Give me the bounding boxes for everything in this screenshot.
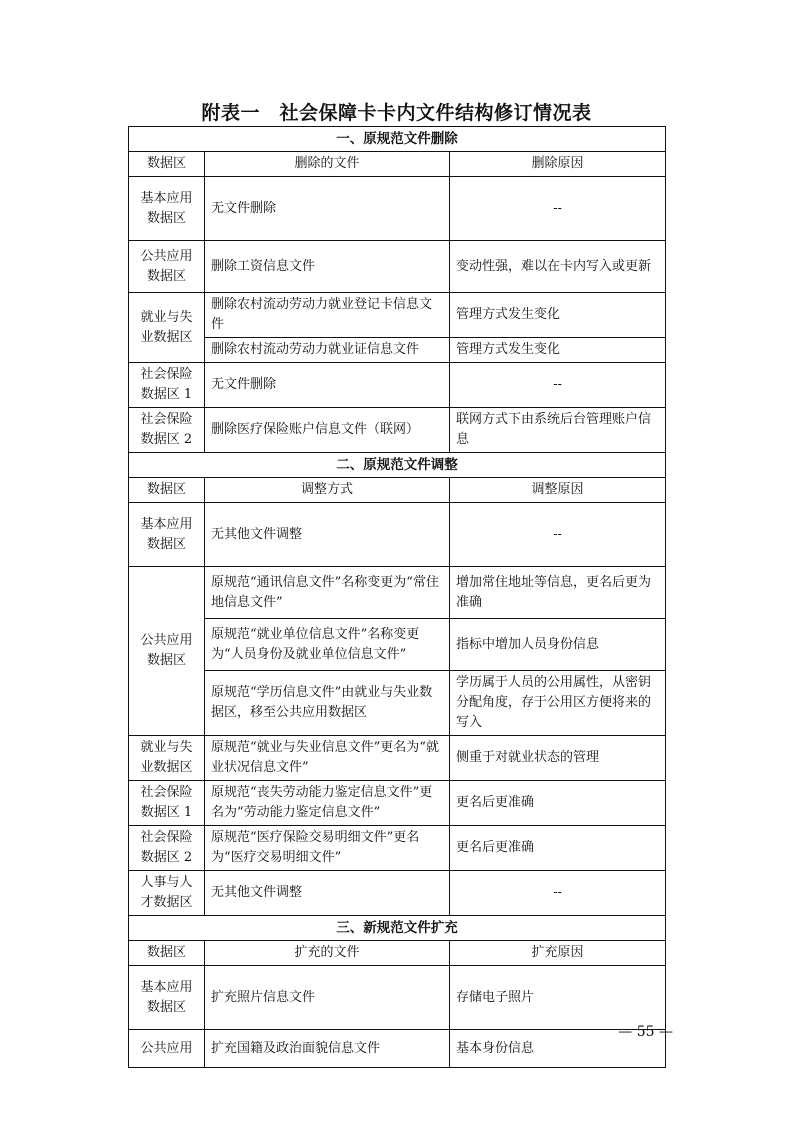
data-area-cell: 公共应用 bbox=[129, 1030, 205, 1068]
table-row bbox=[129, 781, 666, 826]
reason-cell: -- bbox=[450, 503, 666, 567]
method-cell: 无其他文件调整 bbox=[205, 503, 450, 567]
column-header-row bbox=[129, 152, 666, 177]
file-cell: 扩充照片信息文件 bbox=[205, 966, 450, 1030]
table-row bbox=[129, 503, 666, 567]
revision-table bbox=[128, 126, 666, 1068]
reason-cell: 变动性强，难以在卡内写入或更新 bbox=[450, 241, 666, 293]
method-cell: 原规范“就业单位信息文件”名称变更为“人员身份及就业单位信息文件” bbox=[205, 619, 450, 671]
reason-cell: 基本身份信息 bbox=[450, 1030, 666, 1068]
reason-cell: 更名后更准确 bbox=[450, 826, 666, 871]
reason-cell: 更名后更准确 bbox=[450, 781, 666, 826]
method-cell: 原规范“通讯信息文件”名称变更为“常住地信息文件” bbox=[205, 567, 450, 619]
reason-cell: -- bbox=[450, 177, 666, 241]
data-area-cell: 基本应用数据区 bbox=[129, 503, 205, 567]
file-cell: 删除农村流动劳动力就业证信息文件 bbox=[205, 338, 450, 363]
column-header: 调整方式 bbox=[205, 478, 450, 503]
page-number: — 55 — bbox=[618, 1024, 673, 1040]
reason-cell: 指标中增加人员身份信息 bbox=[450, 619, 666, 671]
reason-cell: 侧重于对就业状态的管理 bbox=[450, 736, 666, 781]
column-header-row bbox=[129, 941, 666, 966]
table-row bbox=[129, 177, 666, 241]
reason-cell: 联网方式下由系统后台管理账户信息 bbox=[450, 408, 666, 453]
method-cell: 原规范“丧失劳动能力鉴定信息文件”更名为“劳动能力鉴定信息文件” bbox=[205, 781, 450, 826]
column-header: 调整原因 bbox=[450, 478, 666, 503]
section-heading: 二、原规范文件调整 bbox=[129, 453, 666, 478]
file-cell: 无文件删除 bbox=[205, 363, 450, 408]
table-row bbox=[129, 293, 666, 338]
table-row bbox=[129, 567, 666, 619]
file-cell: 删除工资信息文件 bbox=[205, 241, 450, 293]
table-row bbox=[129, 671, 666, 736]
section-heading: 三、新规范文件扩充 bbox=[129, 916, 666, 941]
data-area-cell: 公共应用数据区 bbox=[129, 567, 205, 736]
table-row bbox=[129, 966, 666, 1030]
data-area-cell: 社会保险数据区 2 bbox=[129, 408, 205, 453]
file-cell: 删除医疗保险账户信息文件（联网） bbox=[205, 408, 450, 453]
reason-cell: 管理方式发生变化 bbox=[450, 293, 666, 338]
page-title: 附表一 社会保障卡卡内文件结构修订情况表 bbox=[201, 102, 592, 124]
table-row bbox=[129, 871, 666, 916]
table-row bbox=[129, 1030, 666, 1068]
file-cell: 删除农村流动劳动力就业登记卡信息文件 bbox=[205, 293, 450, 338]
method-cell: 无其他文件调整 bbox=[205, 871, 450, 916]
column-header-row bbox=[129, 478, 666, 503]
method-cell: 原规范“就业与失业信息文件”更名为“就业状况信息文件” bbox=[205, 736, 450, 781]
column-header: 删除原因 bbox=[450, 152, 666, 177]
column-header: 数据区 bbox=[129, 152, 205, 177]
table-row bbox=[129, 619, 666, 671]
data-area-cell: 就业与失业数据区 bbox=[129, 736, 205, 781]
data-area-cell: 社会保险数据区 1 bbox=[129, 363, 205, 408]
data-area-cell: 公共应用数据区 bbox=[129, 241, 205, 293]
reason-cell: 增加常住地址等信息，更名后更为准确 bbox=[450, 567, 666, 619]
data-area-cell: 人事与人才数据区 bbox=[129, 871, 205, 916]
file-cell: 扩充国籍及政治面貌信息文件 bbox=[205, 1030, 450, 1068]
table-row bbox=[129, 241, 666, 293]
table-row bbox=[129, 826, 666, 871]
method-cell: 原规范“学历信息文件”由就业与失业数据区，移至公共应用数据区 bbox=[205, 671, 450, 736]
section-heading-row bbox=[129, 916, 666, 941]
column-header: 扩充原因 bbox=[450, 941, 666, 966]
data-area-cell: 就业与失业数据区 bbox=[129, 293, 205, 363]
section-heading-row bbox=[129, 127, 666, 152]
table-row bbox=[129, 408, 666, 453]
table-row bbox=[129, 363, 666, 408]
table-row bbox=[129, 338, 666, 363]
column-header: 删除的文件 bbox=[205, 152, 450, 177]
reason-cell: 学历属于人员的公用属性，从密钥分配角度，存于公用区方便将来的写入 bbox=[450, 671, 666, 736]
reason-cell: -- bbox=[450, 363, 666, 408]
data-area-cell: 社会保险数据区 1 bbox=[129, 781, 205, 826]
section-heading-row bbox=[129, 453, 666, 478]
data-area-cell: 社会保险数据区 2 bbox=[129, 826, 205, 871]
table-row bbox=[129, 736, 666, 781]
reason-cell: 存储电子照片 bbox=[450, 966, 666, 1030]
data-area-cell: 基本应用数据区 bbox=[129, 177, 205, 241]
column-header: 扩充的文件 bbox=[205, 941, 450, 966]
file-cell: 无文件删除 bbox=[205, 177, 450, 241]
column-header: 数据区 bbox=[129, 478, 205, 503]
reason-cell: 管理方式发生变化 bbox=[450, 338, 666, 363]
reason-cell: -- bbox=[450, 871, 666, 916]
section-heading: 一、原规范文件删除 bbox=[129, 127, 666, 152]
column-header: 数据区 bbox=[129, 941, 205, 966]
data-area-cell: 基本应用数据区 bbox=[129, 966, 205, 1030]
method-cell: 原规范“医疗保险交易明细文件”更名为“医疗交易明细文件” bbox=[205, 826, 450, 871]
